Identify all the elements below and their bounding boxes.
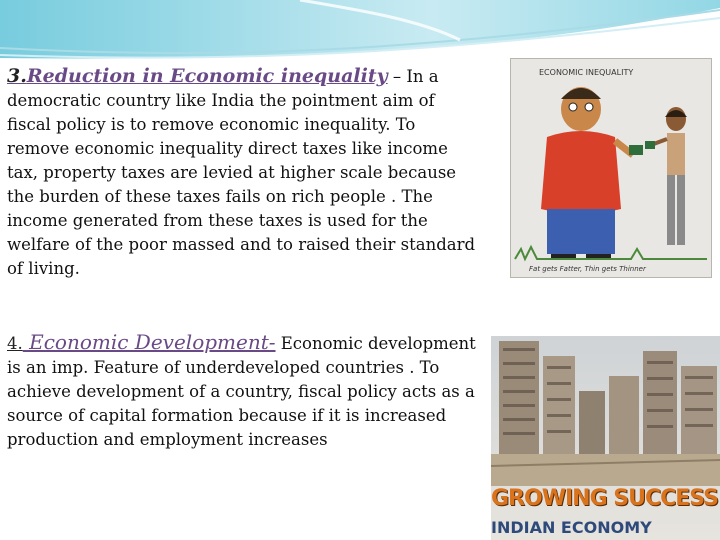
section3-body: – In a democratic country like India the pointment aim of fiscal policy is to remove economic inequality. To remove economic inequality direct taxes like income tax, property taxes are levied at higher scale because the burden of these taxes fails on rich people . The income generated from these taxes is used for the welfare of the poor massed and to raised their standard of living.: [7, 67, 476, 278]
cartoon-title: ECONOMIC INEQUALITY: [539, 68, 634, 77]
growing-success-photo: [491, 336, 720, 540]
section3-heading: 3.Reduction in Economic inequality: [7, 65, 388, 87]
section4-body: Economic development is an imp. Feature of underdeveloped countries . To achieve development of a country, fiscal policy acts as a source of capital formation because if it is increased production and employment increases: [7, 334, 476, 449]
section-reduction-inequality: [7, 64, 477, 281]
cartoon-caption: Fat gets Fatter, Thin gets Thinner: [529, 265, 646, 273]
section-economic-development: [7, 330, 477, 452]
banner-indian-economy: INDIAN ECONOMY: [491, 518, 652, 537]
banner-growing-success: GROWING SUCCESS: [491, 486, 719, 511]
section4-number: 4.: [7, 334, 23, 353]
section4-heading: Economic Development-: [22, 330, 276, 354]
cartoon-drawing: [511, 59, 711, 277]
economic-inequality-cartoon: [510, 58, 712, 278]
